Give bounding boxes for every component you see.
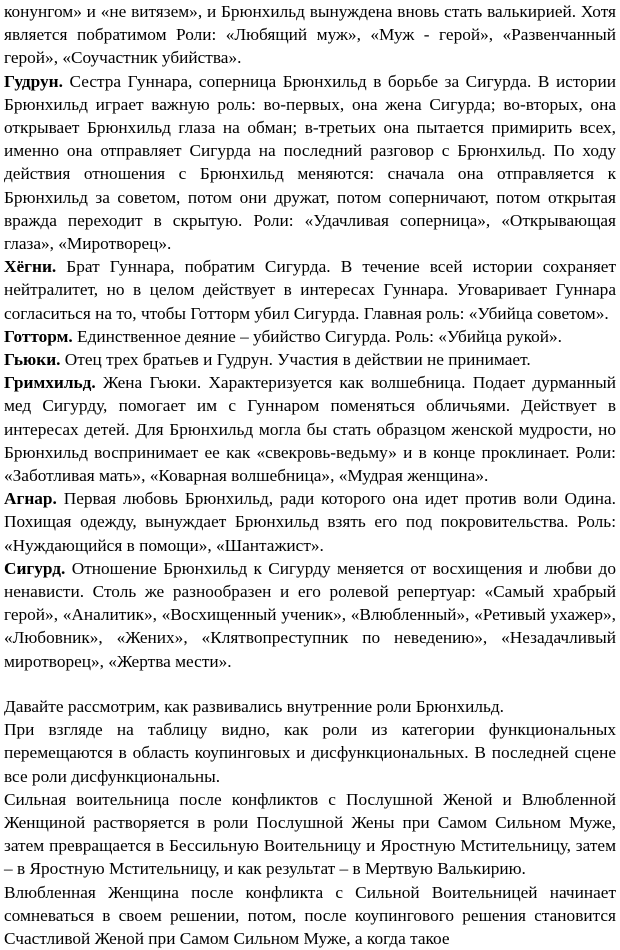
paragraph-text: Единственное деяние – убийство Сигурда. Роль: «Убийца рукой». — [72, 326, 562, 346]
paragraph-analysis-woman: Влюбленная Женщина после конфликта с Сильной Воительницей начинает сомневаться в своем решении, потом, после коупингового решения становится Счастливой Женой при Самом Сильном Муже, а когда такое — [4, 882, 616, 948]
paragraph-text: Первая любовь Брюнхильд, ради которого она идет против воли Одина. Похищая одежду, вынуждает Брюнхильд взять его под покровительства. Роль: «Нуждающийся в помощи», «Шантажист». — [4, 489, 616, 555]
character-name: Хёгни. — [4, 257, 57, 277]
paragraph-text: Отношение Брюнхильд к Сигурду меняется от восхищения и любви до ненависти. Столь же разнообразен и его ролевой репертуар: «Самый храбрый герой», «Аналитик», «Восхищенный ученик», «Влюбленный», «Ретивый ухажер», «Любовник», «Жених», «Клятвопреступник по неведению», «Незадачливый миротворец», «Жертва мести». — [4, 558, 616, 671]
paragraph-gjuki — [4, 348, 616, 371]
character-name: Агнар. — [4, 489, 57, 509]
character-name: Сигурд. — [4, 558, 66, 578]
paragraph-gudrun — [4, 70, 616, 256]
character-name: Готторм. — [4, 326, 73, 346]
paragraph-text: конунгом» и «не витязем», и Брюнхильд вынуждена вновь стать валькирией. Хотя является побратимом Роли: «Любящий муж», «Муж - герой», «Развенчанный герой», «Соучастник убийства». — [4, 2, 616, 68]
paragraph-gottorm — [4, 325, 616, 348]
character-name: Гьюки. — [4, 350, 61, 370]
paragraph-agnar — [4, 487, 616, 557]
paragraph-text: Сестра Гуннара, соперница Брюнхильд в борьбе за Сигурда. В истории Брюнхильд играет важную роль: во-первых, она жена Сигурда; во-вторых, она открывает Брюнхильд глаза на обман; в-третьих она пытается примирить всех, именно она отправляет Сигурда на последний разговор с Брюнхильд. По ходу действия отношения с Брюнхильд меняются: сначала она отправляется к Брюнхильд за советом, потом они дружат, потом соперничают, потом открытая вражда переходит в скрытую. Роли: «Удачливая соперница», «Открывающая глаза», «Миротворец». — [4, 71, 616, 254]
paragraph-hogni — [4, 255, 616, 325]
character-name: Гримхильд. — [4, 373, 96, 393]
paragraph-gunnar-continued — [4, 0, 616, 70]
paragraph-sigurd — [4, 557, 616, 673]
paragraph-analysis-intro: Давайте рассмотрим, как развивались внутренние роли Брюнхильд. — [4, 696, 504, 716]
paragraph-analysis-table: При взгляде на таблицу видно, как роли из категории функциональных перемещаются в область коупинговых и дисфункциональных. В последней сцене все роли дисфункциональны. — [4, 720, 616, 786]
paragraph-text: Жена Гьюки. Характеризуется как волшебница. Подает дурманный мед Сигурду, помогает им с Гуннаром поменяться обличьями. Действует в интересах детей. Для Брюнхильд могла бы стать образцом женской мудрости, но Брюнхильд воспринимает ее как «свекровь-ведьму» и в конце проклинает. Роли: «Заботливая мать», «Коварная волшебница», «Мудрая женщина». — [4, 373, 616, 486]
paragraph-text: Отец трех братьев и Гудрун. Участия в действии не принимает. — [60, 350, 531, 370]
paragraph-analysis-warrior: Сильная воительница после конфликтов с Послушной Женой и Влюбленной Женщиной растворяется в роли Послушной Жены при Самом Сильном Муже, затем превращается в Бессильную Воительницу и Яростную Мстительницу, затем – в Яростную Мстительницу, и как результат – в Мертвую Валькирию. — [4, 789, 616, 879]
paragraph-grimhild — [4, 371, 616, 487]
paragraph-gap — [4, 673, 616, 695]
paragraph-text: Брат Гуннара, побратим Сигурда. В течение всей истории сохраняет нейтралитет, но в целом действует в интересах Гуннара. Уговаривает Гуннара согласиться на то, чтобы Готторм убил Сигурда. Главная роль: «Убийца советом». — [4, 257, 616, 323]
character-name: Гудрун. — [4, 71, 63, 91]
